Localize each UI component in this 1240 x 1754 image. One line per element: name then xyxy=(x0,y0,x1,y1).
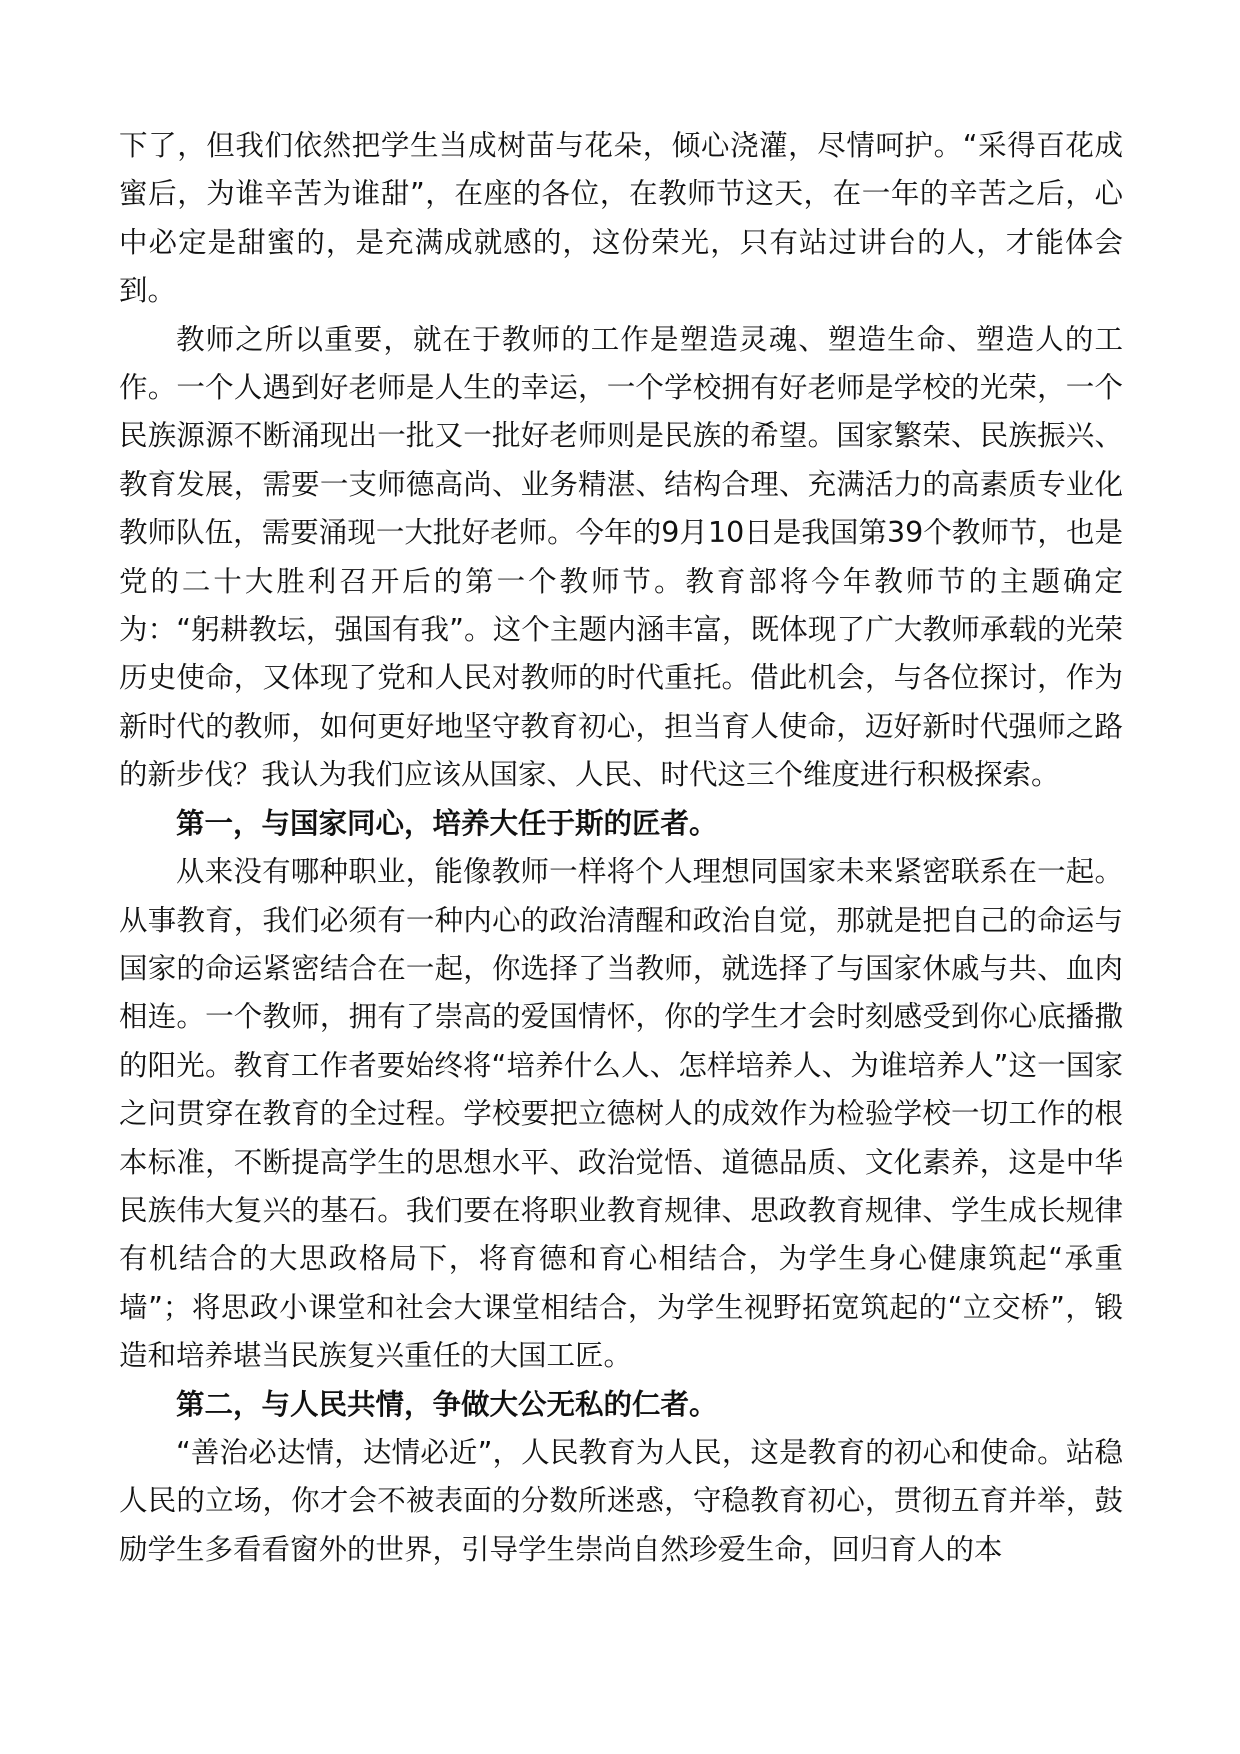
body-paragraph-people: “善治必达情，达情必近”，人民教育为人民，这是教育的初心和使命。站稳人民的立场，你才会不被表面的分数所迷惑，守稳教育初心，贯彻五育并举，鼓励学生多看看窗外的世界，引导学生崇尚自然珍爱生命，回归育人的本 xyxy=(119,1435,1123,1566)
body-paragraph-teacher-importance: 教师之所以重要，就在于教师的工作是塑造灵魂、塑造生命、塑造人的工作。一个人遇到好老师是人生的幸运，一个学校拥有好老师是学校的光荣，一个民族源源不断涌现出一批又一批好老师则是民族的希望。国家繁荣、民族振兴、教育发展，需要一支师德高尚、业务精湛、结构合理、充满活力的高素质专业化教师队伍，需要涌现一大批好老师。今年的9月10日是我国第39个教师节，也是党的二十大胜利召开后的第一个教师节。教育部将今年教师节的主题确定为：“躬耕教坛，强国有我”。这个主题内涵丰富，既体现了广大教师承载的光荣历史使命，又体现了党和人民对教师的时代重托。借此机会，与各位探讨，作为新时代的教师，如何更好地坚守教育初心，担当育人使命，迈好新时代强师之路的新步伐？我认为我们应该从国家、人民、时代这三个维度进行积极探索。 xyxy=(119,322,1123,792)
continuation-paragraph: 下了，但我们依然把学生当成树苗与花朵，倾心浇灌，尽情呵护。“采得百花成蜜后，为谁辛苦为谁甜”，在座的各位，在教师节这天，在一年的辛苦之后，心中必定是甜蜜的，是充满成就感的，这份荣光，只有站过讲台的人，才能体会到。 xyxy=(119,129,1123,308)
document-body xyxy=(119,122,1123,1574)
body-paragraph-nation: 从来没有哪种职业，能像教师一样将个人理想同国家未来紧密联系在一起。从事教育，我们必须有一种内心的政治清醒和政治自觉，那就是把自己的命运与国家的命运紧密结合在一起，你选择了当教师，就选择了与国家休戚与共、血肉相连。一个教师，拥有了崇高的爱国情怀，你的学生才会时刻感受到你心底播撒的阳光。教育工作者要始终将“培养什么人、怎样培养人、为谁培养人”这一国家之问贯穿在教育的全过程。学校要把立德树人的成效作为检验学校一切工作的根本标准，不断提高学生的思想水平、政治觉悟、道德品质、文化素养，这是中华民族伟大复兴的基石。我们要在将职业教育规律、思政教育规律、学生成长规律有机结合的大思政格局下，将育德和育心相结合，为学生身心健康筑起“承重墙”；将思政小课堂和社会大课堂相结合，为学生视野拓宽筑起的“立交桥”，锻造和培养堪当民族复兴重任的大国工匠。 xyxy=(119,855,1123,1373)
section-heading-first: 第一，与国家同心，培养大任于斯的匠者。 xyxy=(176,806,718,840)
section-heading-second: 第二，与人民共情，争做大公无私的仁者。 xyxy=(176,1387,718,1421)
